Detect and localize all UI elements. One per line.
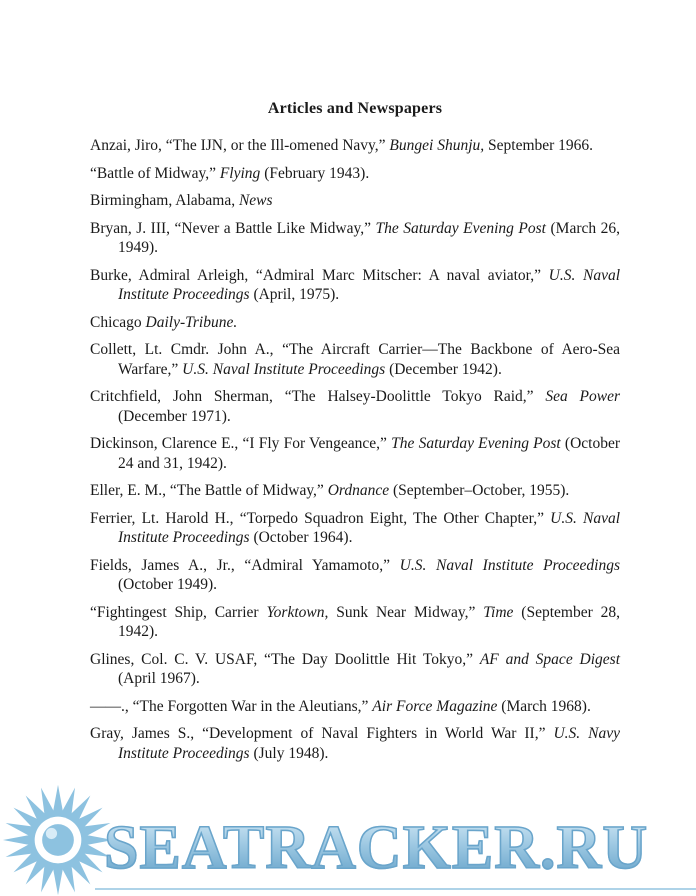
bibliography-entry: Glines, Col. C. V. USAF, “The Day Doolittle Hit Tokyo,” AF and Space Digest (April 1967).: [90, 650, 621, 687]
bibliography-entry: Dickinson, Clarence E., “I Fly For Vengeance,” The Saturday Evening Post (October 24 and 31, 1942).: [90, 435, 621, 472]
watermark-text: SEATRACKER.RU: [104, 814, 649, 882]
bibliography-entry: Anzai, Jiro, “The IJN, or the Ill-omened Navy,” Bungei Shunju, September 1966.: [90, 137, 594, 154]
bibliography-entry: Burke, Admiral Arleigh, “Admiral Marc Mitscher: A naval aviator,” U.S. Naval Institute Proceedings (April, 1975).: [90, 266, 621, 303]
bibliography-entry: “Fightingest Ship, Carrier Yorktown, Sunk Near Midway,” Time (September 28, 1942).: [90, 603, 620, 640]
bibliography-entry: Chicago Daily-Tribune.: [90, 313, 238, 331]
bibliography-list: [90, 136, 620, 763]
bibliography-entry: Birmingham, Alabama, News: [90, 192, 273, 209]
bibliography-entry: Fields, James A., Jr., “Admiral Yamamoto,” U.S. Naval Institute Proceedings (October 1949).: [90, 556, 620, 593]
bibliography-entry: Gray, James S., “Development of Naval Fighters in World War II,” U.S. Navy Institute Proceedings (July 1948).: [90, 725, 620, 762]
bibliography-entry: Ferrier, Lt. Harold H., “Torpedo Squadron Eight, The Other Chapter,” U.S. Naval Institute Proceedings (October 1964).: [90, 509, 621, 546]
bibliography-entry: ——., “The Forgotten War in the Aleutians,” Air Force Magazine (March 1968).: [90, 697, 591, 715]
bibliography-entry: Critchfield, John Sherman, “The Halsey-Doolittle Tokyo Raid,” Sea Power (December 1971).: [90, 388, 620, 425]
watermark: [0, 781, 696, 896]
page-content: [90, 100, 620, 771]
watermark-underline: [95, 888, 696, 890]
section-title: Articles and Newspapers: [267, 100, 443, 117]
bibliography-entry: Eller, E. M., “The Battle of Midway,” Ordnance (September–October, 1955).: [90, 482, 570, 499]
sun-logo-icon: [2, 784, 114, 896]
bibliography-entry: Collett, Lt. Cmdr. John A., “The Aircraft Carrier—The Backbone of Aero-Sea Warfare,” U.S. Naval Institute Proceedings (December 1942).: [90, 341, 620, 378]
bibliography-entry: “Battle of Midway,” Flying (February 1943).: [90, 164, 370, 182]
bibliography-entry: Bryan, J. III, “Never a Battle Like Midway,” The Saturday Evening Post (March 26, 1949).: [90, 219, 620, 256]
